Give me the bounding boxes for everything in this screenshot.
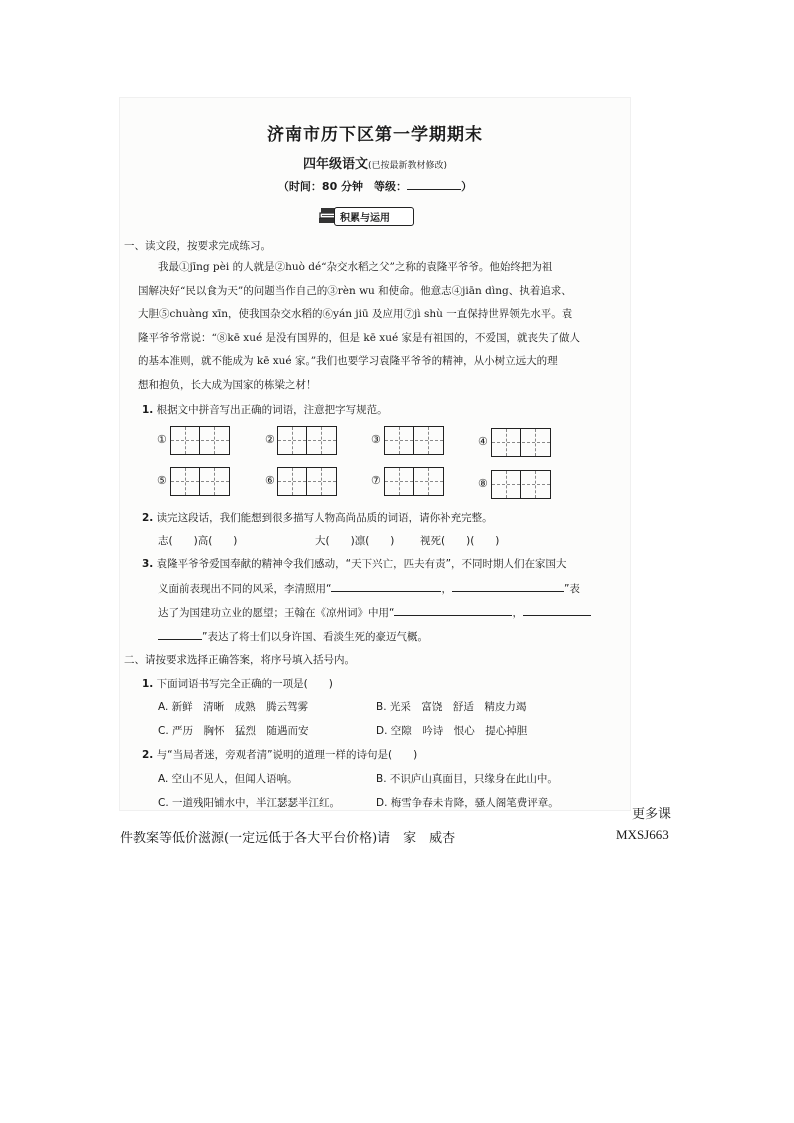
q3-line-4: ”表达了将士们以身许国、看淡生死的豪迈气概。	[158, 628, 428, 644]
section1-heading: 一、读文段，按要求完成练习。	[124, 240, 271, 252]
poem-blank-2[interactable]	[452, 580, 564, 592]
idiom-fill-1[interactable]: 志( )高( )	[158, 535, 238, 547]
s1-question-3: 3. 袁隆平爷爷爱国奉献的精神令我们感动，“天下兴亡，匹夫有责”，不同时期人们在家国大	[142, 558, 567, 570]
writing-grid-6[interactable]	[277, 467, 337, 496]
poem-blank-5[interactable]	[158, 628, 202, 640]
grid-label-6: ⑥	[265, 474, 275, 487]
s2-q1-option-b[interactable]: B. 光采 富饶 舒适 精皮力竭	[376, 701, 527, 713]
poem-blank-4[interactable]	[523, 604, 591, 616]
poem-blank-1[interactable]	[331, 580, 441, 592]
grid-label-2: ②	[265, 433, 275, 446]
passage-line: 的基本准则，就不能成为 kē xué 家。”我们也要学习袁隆平爷爷的精神，从小树立远大的理	[138, 355, 558, 367]
passage	[138, 256, 580, 397]
writing-grid-5[interactable]	[170, 467, 230, 496]
grid-label-7: ⑦	[371, 474, 381, 487]
s2-question-2: 2. 与“当局者迷，旁观者清”说明的道理一样的诗句是( )	[142, 749, 418, 761]
idiom-fill-2[interactable]: 大( )凛( )	[315, 535, 395, 547]
exam-subtitle: 四年级语文(已按最新教材修改)	[302, 157, 448, 172]
passage-line: 隆平爷爷常说：“⑧kē xué 是没有国界的，但是 kē xué 家是有祖国的，不爱国，就丧失了做人	[138, 331, 581, 344]
passage-line: 我最①jīng pèi 的人就是②huò dé“杂交水稻之父”之称的袁隆平爷爷。他始终把为祖	[158, 261, 553, 273]
grid-label-3: ③	[371, 433, 381, 446]
poem-blank-3[interactable]	[394, 604, 512, 616]
grid-label-5: ⑤	[157, 474, 167, 487]
passage-line: 大胆⑤chuàng xīn，使我国杂交水稻的⑥yán jiū 及应用⑦jì shù 一直保持世界领先水平。袁	[138, 308, 573, 320]
s2-q2-option-a[interactable]: A. 空山不见人，但闻人语响。	[158, 773, 298, 785]
writing-grid-8[interactable]	[491, 470, 551, 499]
q3-line-2: 义面前表现出不同的风采，李清照用“ ， ”表	[158, 580, 580, 596]
q3-line-3: 达了为国建功立业的愿望；王翰在《凉州词》中用“ ，	[158, 604, 591, 620]
s2-q2-option-b[interactable]: B. 不识庐山真面目，只缘身在此山中。	[376, 773, 558, 785]
exam-title: 济南市历下区第一学期期末	[267, 125, 483, 145]
writing-grid-3[interactable]	[384, 426, 444, 455]
grid-label-8: ⑧	[478, 477, 488, 490]
section-banner	[316, 204, 416, 226]
s1-question-2: 2. 读完这段话，我们能想到很多描写人物高尚品质的词语，请你补充完整。	[142, 512, 493, 524]
passage-line: 想和抱负，长大成为国家的栋梁之材！	[138, 378, 317, 391]
grid-label-4: ④	[478, 435, 488, 448]
time-grade-line: （时间：80 分钟 等级： ）	[277, 180, 473, 193]
grid-label-1: ①	[157, 433, 167, 446]
idiom-fill-3[interactable]: 视死( )( )	[420, 535, 500, 547]
section2-heading: 二、请按要求选择正确答案，将序号填入括号内。	[124, 654, 355, 666]
footer-more-text: 更多课	[632, 807, 672, 822]
subtitle-note: (已按最新教材修改)	[367, 161, 448, 171]
s2-q2-option-d[interactable]: D. 梅雪争春未肯降，骚人阁笔费评章。	[376, 797, 559, 809]
s2-q1-option-a[interactable]: A. 新鲜 清晰 成熟 腾云驾雾	[158, 701, 309, 713]
writing-grid-4[interactable]	[491, 428, 551, 457]
footer-contact-id: MXSJ663	[616, 827, 669, 842]
passage-line: 国解决好“民以食为天”的问题当作自己的③rèn wu 和使命。他意志④jiān dìng、执着追求、	[138, 284, 572, 297]
s1-question-1: 1. 根据文中拼音写出正确的词语，注意把字写规范。	[142, 404, 388, 416]
scanned-exam-page	[120, 98, 630, 810]
s2-question-1: 1. 下面词语书写完全正确的一项是( )	[142, 678, 333, 690]
s2-q1-option-d[interactable]: D. 空隙 吟诗 恨心 提心掉胆	[376, 725, 528, 737]
writing-grid-2[interactable]	[277, 426, 337, 455]
grade-blank[interactable]	[407, 179, 461, 190]
footer-promo-text: 件教案等低价滋源(一定远低于各大平台价格)请 家 威杏	[120, 831, 456, 846]
s2-q2-option-c[interactable]: C. 一道残阳铺水中，半江瑟瑟半江红。	[158, 797, 341, 809]
s2-q1-option-c[interactable]: C. 严历 胸怀 猛烈 随遇而安	[158, 725, 309, 737]
writing-grid-1[interactable]	[170, 426, 230, 455]
writing-grid-7[interactable]	[384, 467, 444, 496]
banner-label: 积累与运用	[340, 213, 390, 224]
